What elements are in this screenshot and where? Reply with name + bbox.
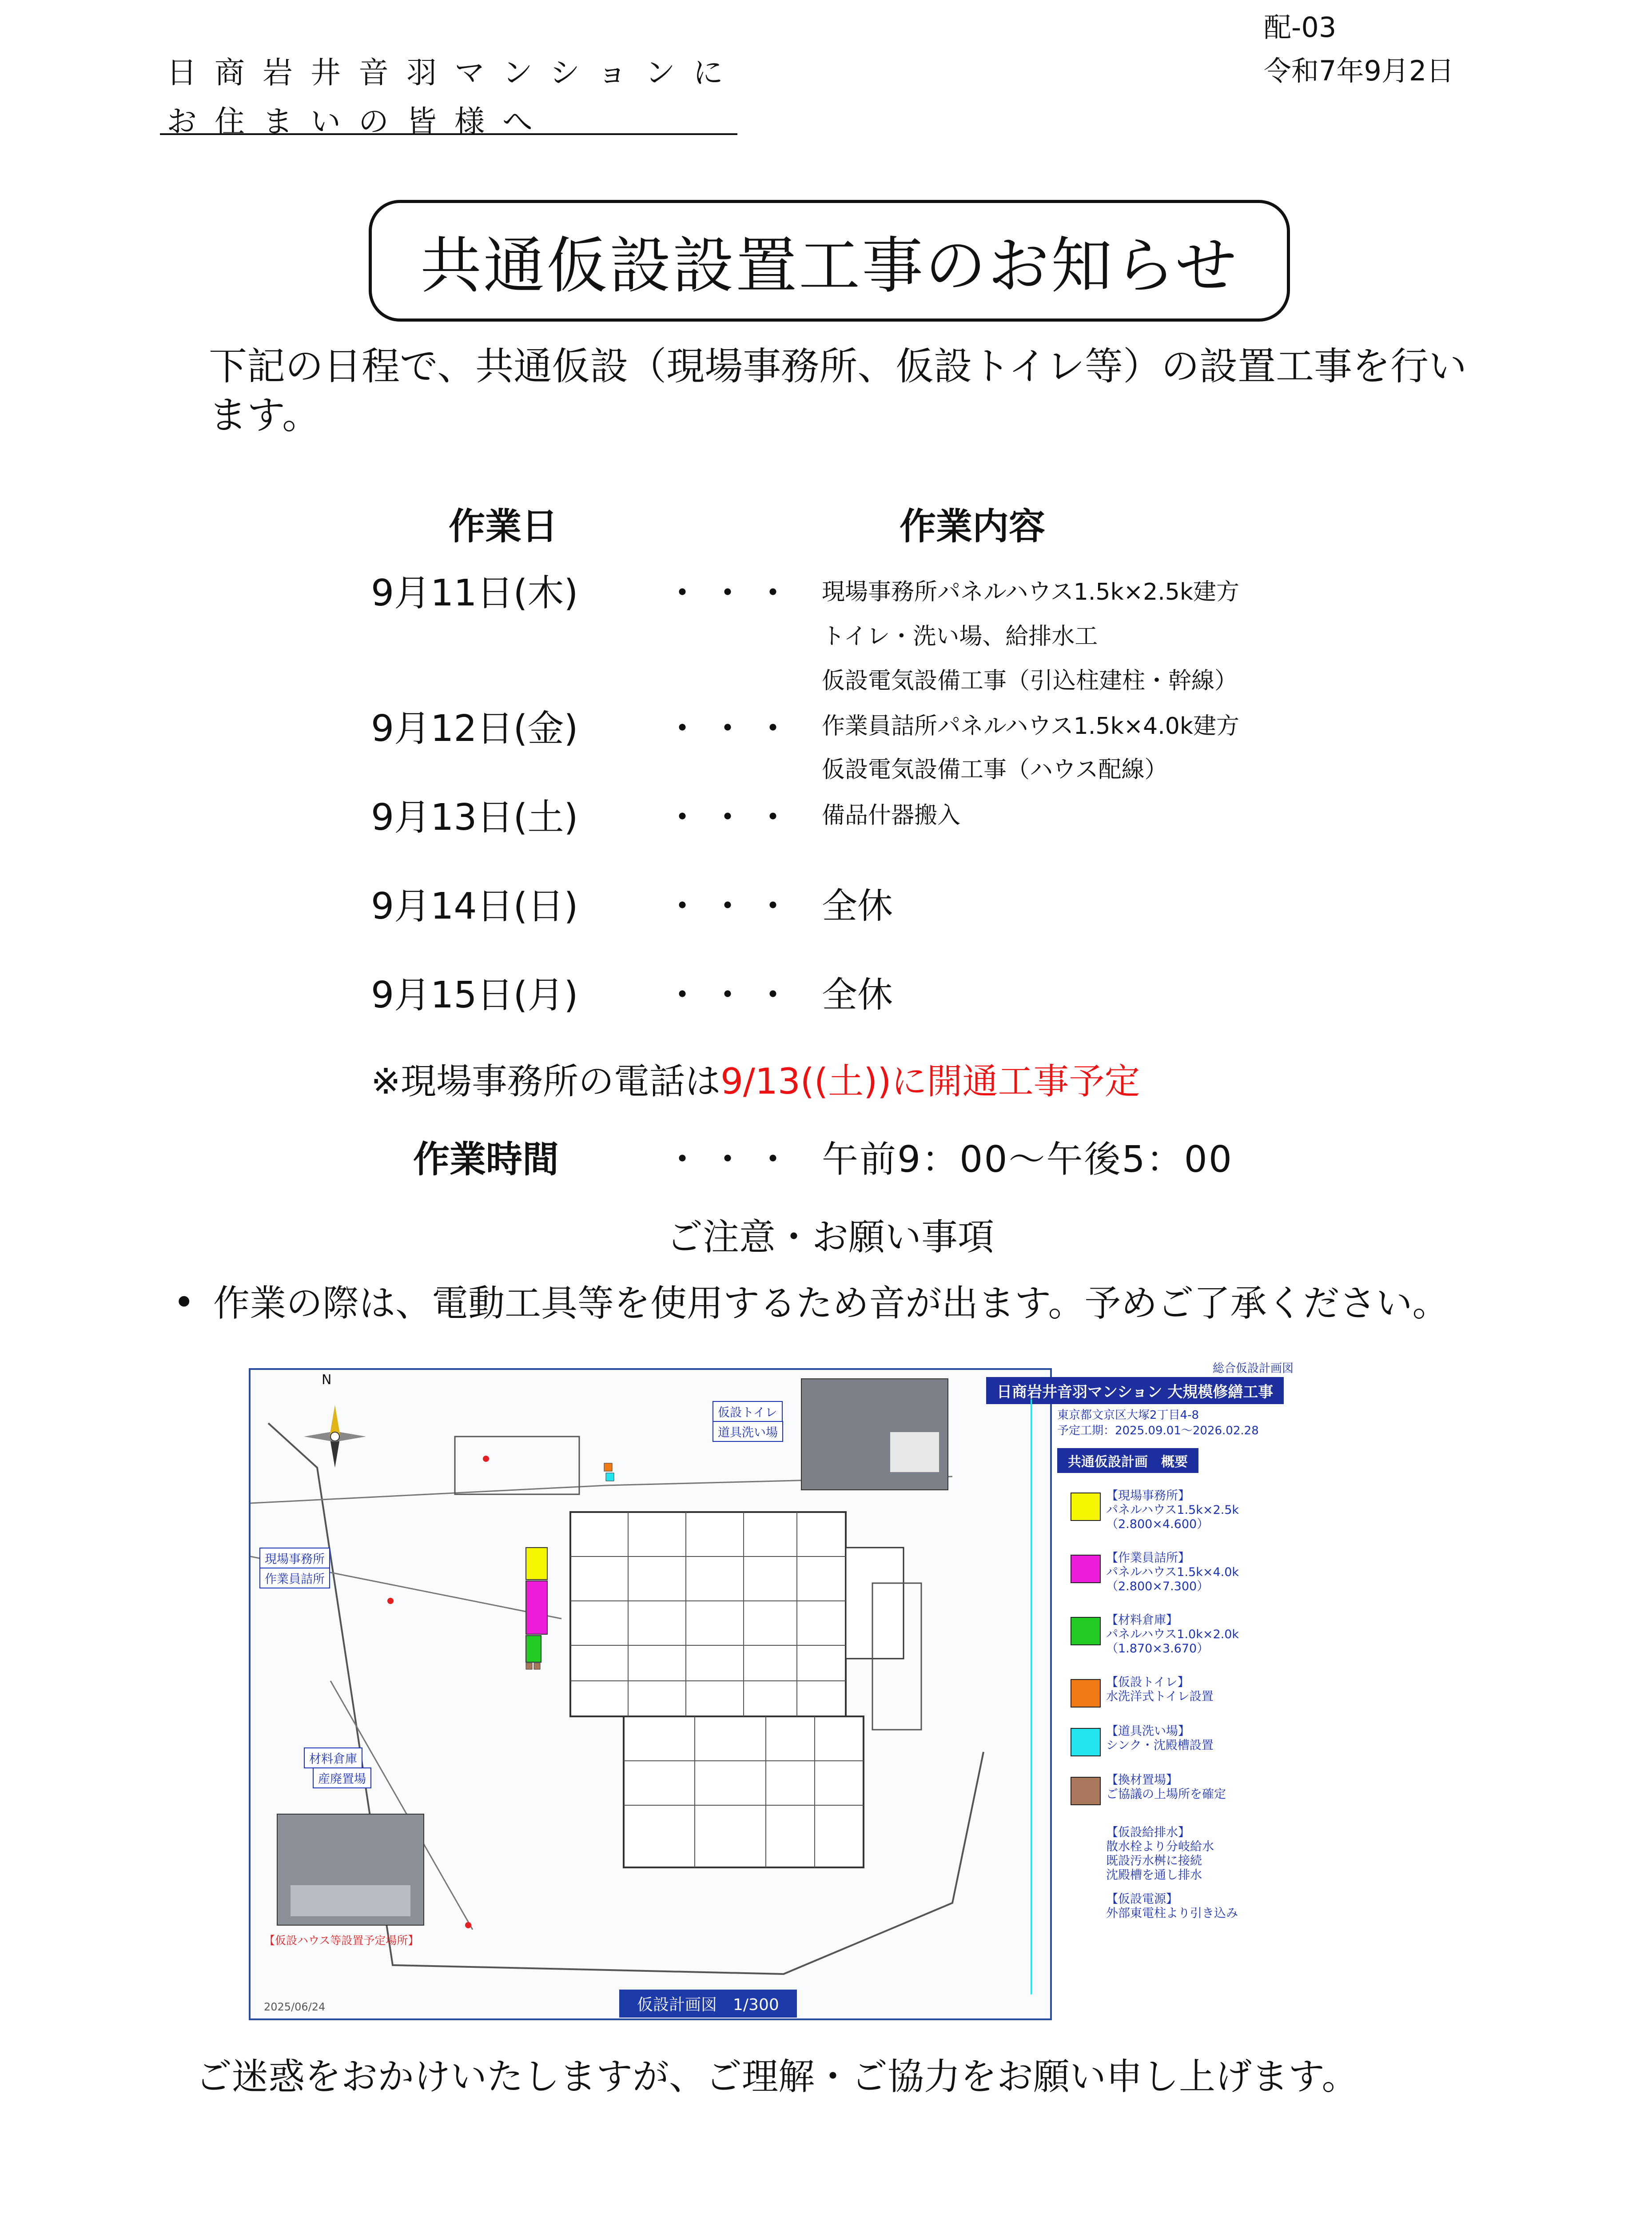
wash-area-marker [606,1473,614,1481]
legend-text [1106,1724,1214,1753]
legend-swatch [1071,1617,1101,1645]
legend-line: 散水栓より分岐給水 [1106,1840,1214,1854]
work-hours-label: 作業時間 [413,1138,559,1181]
site-office-marker [526,1548,547,1580]
legend-swatch [1071,1493,1101,1521]
work-hours-value: 午前9：00～午後5：00 [822,1138,1234,1181]
site-plan-svg [251,1370,1050,2018]
schedule-dots: ・・・ [664,796,800,839]
toilet-marker [604,1463,612,1471]
building-wing-south [624,1716,864,1867]
legend-item [1071,1679,1101,1708]
bullet-dot: • [173,1282,195,1324]
storage-marker [526,1636,541,1662]
work-hours-dots: ・・・ [664,1138,800,1181]
legend-swatch [1071,1555,1101,1583]
utility-pole [483,1456,489,1462]
legend-item [1071,1555,1101,1583]
legend-item [1071,1777,1101,1805]
recipient-line-1: 日商岩井音羽マンションに [167,56,741,91]
legend-line: 【作業員詰所】 [1106,1551,1190,1565]
legend-title: 共通仮設計画 概要 [1057,1448,1198,1473]
schedule-dots: ・・・ [664,708,800,750]
closing-message: ご迷惑をおかけいたしますが、ご理解・ご協力をお願い申し上げます。 [195,2056,1358,2098]
storage-label: 材料倉庫 [304,1747,362,1768]
legend-line: ご協議の上場所を確定 [1106,1787,1226,1801]
notice-item: 作業の際は、電動工具等を使用するため音が出ます。予めご了承ください。 [213,1282,1449,1325]
north-label: N [322,1372,332,1388]
schedule-date-header: 作業日 [449,505,558,548]
legend-line: （2.800×7.300） [1106,1580,1209,1593]
legend-line: 【仮設電源】 [1106,1892,1178,1906]
schedule-day: 9月11日(木) [371,572,578,614]
schedule-dots: ・・・ [664,572,800,614]
schedule-task: 作業員詰所パネルハウス1.5k×4.0k建方 [822,713,1239,740]
schedule-content-header: 作業内容 [900,505,1046,548]
site-plan-drawing [249,1368,1052,2020]
project-address: 東京都文京区大塚2丁目4-8 [1057,1409,1199,1422]
legend-line: 既設汚水桝に接続 [1106,1854,1202,1868]
legend-line: 【現場事務所】 [1106,1489,1190,1503]
legend-line: パネルハウス1.5k×2.5k [1106,1503,1239,1517]
phone-note-highlight: 9/13((土))に開通工事予定 [721,1061,1140,1102]
utility-pole [387,1598,394,1604]
schedule-task: 備品什器搬入 [822,802,961,829]
intro-text: 下記の日程で、共通仮設（現場事務所、仮設トイレ等）の設置工事を行います。 [209,344,1467,438]
legend-line: シンク・沈殿槽設置 [1106,1739,1214,1752]
recipient [167,49,741,147]
legend-line: 【換材置場】 [1106,1773,1178,1787]
legend-line: 外部東電柱より引き込み [1106,1907,1238,1920]
schedule-task: 全休 [822,974,893,1015]
recipient-underline [160,133,737,135]
schedule-dots: ・・・ [664,885,800,927]
phone-note-prefix: ※現場事務所の電話は [371,1061,721,1102]
legend-item [1071,1617,1101,1645]
legend-divider [1031,1399,1032,1994]
legend-text [1106,1676,1214,1704]
crew-room-label: 作業員詰所 [259,1568,330,1588]
schedule-task: 仮設電気設備工事（引込柱建柱・幹線） [822,668,1238,694]
legend-item [1071,1493,1101,1521]
photo-caption: 【仮設ハウス等設置予定場所】 [264,1934,419,1947]
legend-line: 【仮設給排水】 [1106,1826,1190,1839]
legend-item [1071,1728,1101,1756]
legend-line: 【道具洗い場】 [1106,1724,1190,1738]
plan-title: 仮設計画図 1/300 [619,1990,797,2018]
wash-area-label: 道具洗い場 [713,1421,783,1442]
legend-line: （1.870×3.670） [1106,1642,1209,1656]
project-title: 日商岩井音羽マンション 大規模修繕工事 [986,1377,1284,1404]
notice-title: ご注意・お願い事項 [666,1216,995,1258]
legend-line: 【材料倉庫】 [1106,1613,1178,1627]
legend-extra-power [1106,1892,1238,1921]
legend-swatch [1071,1679,1101,1708]
phone-note [371,1053,1140,1104]
utility-pole [465,1922,471,1928]
schedule-day: 9月13日(土) [371,796,578,839]
toilet-label: 仮設トイレ [713,1401,783,1422]
schedule-dots: ・・・ [664,974,800,1016]
photo-ground [291,1885,410,1916]
schedule-day: 9月15日(月) [371,974,578,1016]
waste-area-marker [534,1663,540,1669]
legend-line: 沈殿槽を通し排水 [1106,1868,1202,1882]
recipient-line-2: お住まいの皆様へ [167,104,551,139]
issue-date: 令和7年9月2日 [1264,55,1454,87]
legend-extra-water [1106,1826,1214,1883]
building-annex [846,1548,904,1659]
schedule-task: 全休 [822,885,893,927]
legend-line: （2.800×4.600） [1106,1517,1209,1531]
schedule-task: 仮設電気設備工事（ハウス配線） [822,756,1168,783]
legend-swatch [1071,1728,1101,1756]
schedule-day: 9月14日(日) [371,885,578,927]
legend-text [1106,1489,1239,1532]
building-wing-main [570,1512,846,1716]
legend-text [1106,1773,1226,1802]
legend-line: パネルハウス1.5k×4.0k [1106,1565,1239,1579]
legend-line: 【仮設トイレ】 [1106,1676,1190,1689]
date-stamp: 2025/06/24 [264,2001,326,2013]
compass-icon [304,1405,366,1468]
legend-text [1106,1551,1239,1594]
waste-area-marker [526,1663,532,1669]
legend-line: 水洗洋式トイレ設置 [1106,1690,1214,1704]
photo-car [890,1432,939,1472]
drawing-header: 総合仮設計画図 [1213,1362,1294,1375]
document-number: 配-03 [1264,11,1337,44]
project-period: 予定工期：2025.09.01～2026.02.28 [1057,1424,1259,1437]
waste-label: 産廃置場 [313,1767,371,1788]
legend-swatch [1071,1777,1101,1805]
drawing-legend [986,1359,1430,1999]
office-label: 現場事務所 [259,1548,330,1568]
legend-text [1106,1613,1239,1656]
schedule-task: トイレ・洗い場、給排水工 [822,623,1098,650]
page-title: 共通仮設設置工事のお知らせ [369,200,1290,322]
schedule-day: 9月12日(金) [371,708,578,750]
parking-area [455,1437,579,1494]
legend-line: パネルハウス1.0k×2.0k [1106,1628,1239,1641]
crew-room-marker [526,1581,547,1634]
schedule-task: 現場事務所パネルハウス1.5k×2.5k建方 [822,579,1239,605]
